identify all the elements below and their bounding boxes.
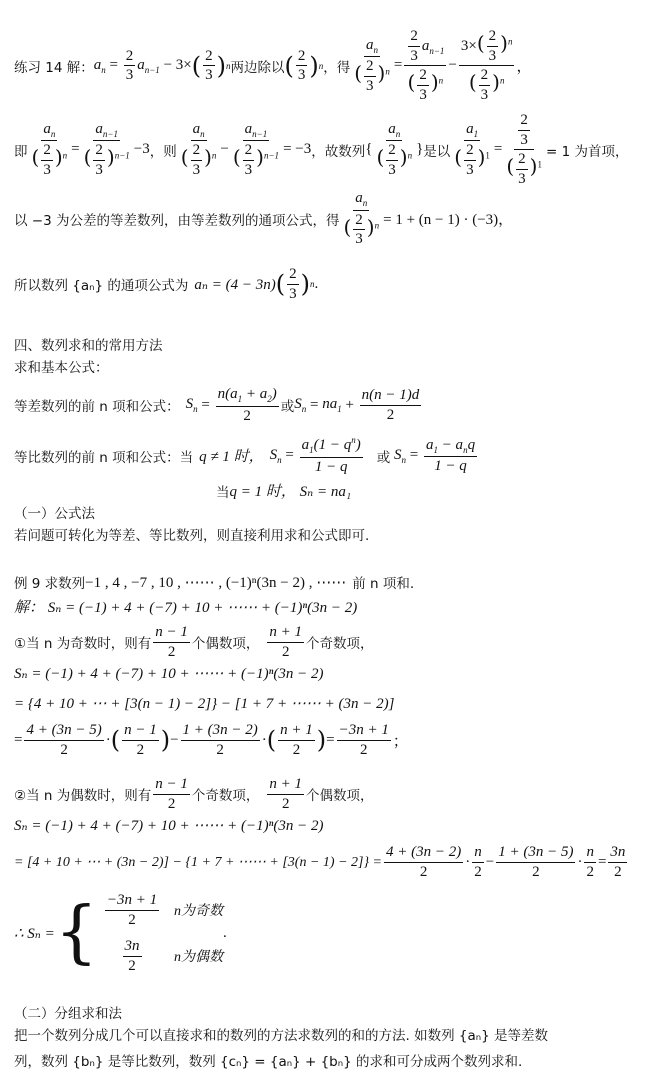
ex14-line3: 以 −3 为公差的等差数列，由等差数列的通项公式，得 $a_n$ ( $\frac{2}{3}$ )$^n$ = 1 + (n − 1) · (−3)， (14, 190, 514, 248)
arith-label: 等差数列的前 n 项和公式： (14, 399, 180, 416)
section4-basic: 求和基本公式： (14, 360, 109, 376)
example9-title-line (14, 572, 414, 592)
geo-q1-line (216, 480, 351, 501)
case2-prefix: ②当 n 为偶数时，则有 (14, 788, 152, 804)
ex14-eq-one: = 1 为首项， (545, 143, 629, 160)
example9-sequence: −1 , 4 , −7 , 10 , ⋯⋯ , (−1)ⁿ(3n − 2) , ⋯⋯ (85, 574, 347, 591)
ex14-get: ，得 (323, 59, 351, 76)
case1-end: 个奇数项， (306, 636, 374, 652)
ex14-conclusion: 所以数列 {aₙ} 的通项公式为 aₙ = (4 − 3n) ( $\frac{2}{3}$ ) n . (14, 266, 319, 302)
geo-cond2: q = 1 时， Sₙ = na₁ (229, 484, 352, 500)
even-label: n为偶数 (174, 950, 224, 965)
case1-prefix: ①当 n 为奇数时，则有 (14, 636, 152, 652)
ex14-divide: 两边除以 (230, 59, 285, 76)
odd-label: n为奇数 (174, 904, 224, 919)
ex14-line2: 即 $a_n$ ( $\frac{2}{3}$ )$^n$ = $a_{n-1}$ ( $\frac{2}{3}$ )$^{n-1}$ −3 ，则 $a_n$ ( $\frac{2}{3}$ )$^n$ − $a_{n-1}$ ( $\frac{2}{3}$ )$^{n-1}$ = −3 ，故数列 { $a_n$ ( $\frac{2}{3}$ )$^n$ } 是以 $a_1$ ( $\frac{2}{3}$ )$^1$ = $\frac{2}{3}$ ( $\frac{2}{3}$ )$^1$ = 1 为首项， (14, 112, 629, 187)
section4-title: 四、数列求和的常用方法 (14, 338, 163, 354)
method2-desc2: 列，数列 {bₙ} 是等比数列，数列 {cₙ} = {aₙ} + {bₙ} 的求和可分成两个数列求和. (14, 1054, 523, 1070)
example9-solution: 解： Sₙ = (−1) + 4 + (−7) + 10 + ⋯⋯ + (−1)ⁿ(3n − 2) (14, 600, 358, 616)
method1-desc: 若问题可转化为等差、等比数列，则直接利用求和公式即可. (14, 528, 370, 544)
case1-line1: Sₙ = (−1) + 4 + (−7) + 10 + ⋯⋯ + (−1)ⁿ(3n − 2) (14, 666, 324, 682)
ex14-ji: 即 (14, 143, 28, 160)
geo-sum-line: 等比数列的前 n 项和公式：当 q ≠ 1 时， $S_n$ = $\frac{a_1(1 - q^n)}{1 - q}$ 或 $S_n$ = $\frac{a_1 - a_nq}{1 - q}$ (14, 435, 476, 475)
method2-title: （二）分组求和法 (14, 1006, 122, 1022)
geo-or: 或 (376, 449, 391, 466)
method2-desc1: 把一个数列分成几个可以直接求和的数列的方法求数列的和的方法. 如数列 {aₙ} 是等差数 (14, 1028, 548, 1044)
geo-label: 等比数列的前 n 项和公式：当 (14, 449, 194, 466)
piecewise-result: ∴ Sₙ = { $\frac{-3n + 1}{2}$ n为奇数 $\frac{3n}{2}$ n为偶数 . (14, 892, 227, 974)
case1-line: ①当 n 为奇数时，则有 $\frac{n - 1}{2}$ 个偶数项， $\frac{n + 1}{2}$ 个奇数项， (14, 624, 374, 660)
geo-cond2-prefix: 当 (216, 484, 230, 501)
therefore-label: ∴ Sₙ = (14, 925, 55, 942)
arith-sum-line: 等差数列的前 n 项和公式： $S_n$ = $\frac{n(a_1 + a_2)}{2}$ 或 $S_n$ = $na_1$ + $\frac{n(n - 1)d}{2}$ (14, 386, 420, 424)
ex14-common-diff: 以 −3 为公差的等差数列，由等差数列的通项公式，得 (14, 212, 340, 229)
case1-mid: 个偶数项， (191, 636, 260, 652)
ex14-is-first: 是以 (423, 143, 451, 160)
example9-title-suffix: 前 n 项和. (352, 576, 415, 592)
ex14-line1: 练习 14 解： $a_n$ = $\frac{2}{3}$ $a_{n-1}$ − 3× ( $\frac{2}{3}$ ) n 两边除以 ( $\frac{2}{3}$ ) n ，得 $a_n$ ( $\frac{2}{3}$ )$^n$ = $\frac{2}{3}$ $a_{n-1}$ ( $\frac{2}{3}$ )$^n$ − 3×( $\frac{2}{3}$ )$^n$ ( $\frac{2}{3}$ )$^n$ ， (14, 28, 532, 103)
example9-title-prefix: 例 9 求数列 (14, 576, 86, 592)
ex14-formula-result: = 1 + (n − 1) · (−3)， (383, 212, 514, 229)
method1-title: （一）公式法 (14, 506, 95, 522)
case2-line: ②当 n 为偶数时，则有 $\frac{n - 1}{2}$ 个奇数项， $\frac{n + 1}{2}$ 个偶数项， (14, 776, 374, 812)
case2-line2-row: = [4 + 10 + ⋯ + (3n − 2)] − {1 + 7 + ⋯⋯ + [3(n − 1) − 2]} = $\frac{4 + (3n - 2)}{2}$ · $\frac{n}{2}$ − $\frac{1 + (3n - 5)}{2}$ · $\frac{n}{2}$ = $\frac{3n}{2}$ (14, 844, 626, 880)
case2-line2: = [4 + 10 + ⋯ + (3n − 2)] − {1 + 7 + ⋯⋯ + [3(n − 1) − 2]} = (14, 854, 383, 870)
ex14-conclusion-formula: aₙ = (4 − 3n) (194, 276, 276, 293)
case1-line2: = {4 + 10 + ⋯ + [3(n − 1) − 2]} − [1 + 7 + ⋯⋯ + (3n − 2)] (14, 696, 395, 712)
ex14-so-seq: ，故数列 (311, 143, 366, 160)
case1-line3: = $\frac{4 + (3n - 5)}{2}$ · ( $\frac{n - 1}{2}$ ) − $\frac{1 + (3n - 2)}{2}$ · ( $\frac{n + 1}{2}$ ) = $\frac{-3n + 1}{2}$ ； (14, 722, 408, 758)
case2-end: 个偶数项， (306, 788, 374, 804)
case2-line1: Sₙ = (−1) + 4 + (−7) + 10 + ⋯⋯ + (−1)ⁿ(3n − 2) (14, 818, 324, 834)
arith-or: 或 (280, 399, 295, 416)
case2-mid: 个奇数项， (191, 788, 260, 804)
geo-cond1: q ≠ 1 时， (199, 449, 264, 466)
ex14-then: ，则 (149, 143, 177, 160)
ex14-conclusion-prefix: 所以数列 {aₙ} 的通项公式为 (14, 278, 189, 294)
ex14-intro: 练习 14 解： (14, 59, 94, 76)
